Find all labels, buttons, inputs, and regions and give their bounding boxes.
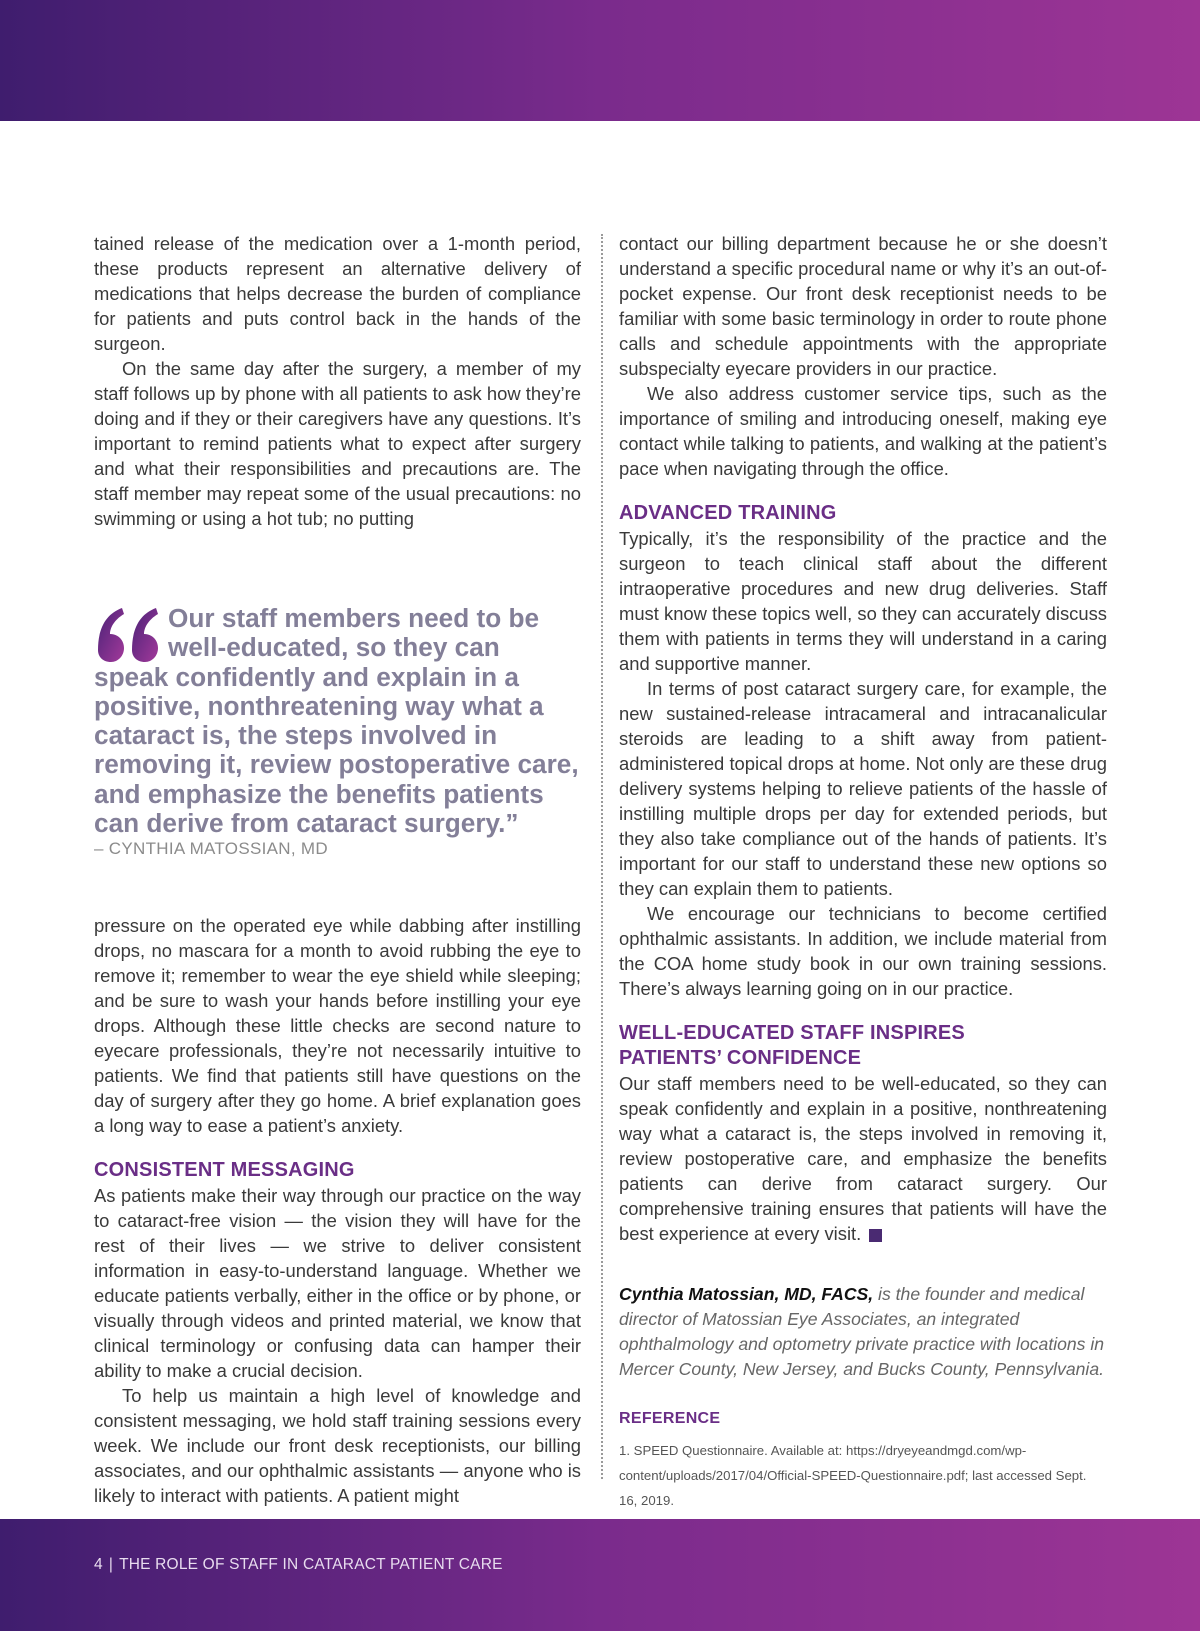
paragraph: We encourage our technicians to become certified ophthalmic assistants. In addition, we include material from the COA home study book in our own training sessions. There’s always learning going on in our practice. [619,903,1107,999]
paragraph [619,1071,1107,1246]
author-name: Cynthia Matossian, MD, FACS, [619,1284,874,1304]
section-heading-well-educated-staff [619,1021,1107,1071]
paragraph: contact our billing department because he or she doesn’t understand a specific procedural name or why it’s an out-of-pocket expense. Our front desk receptionist needs to be familiar with some basic terminology in order to route phone calls and schedule appointments with the appropriate subspecialty eyecare providers in our practice. [619,233,1107,379]
pull-quote-attribution: – CYNTHIA MATOSSIAN, MD [94,839,328,859]
quote-mark-icon [94,606,162,662]
paragraph: To help us maintain a high level of knowledge and consistent messaging, we hold staff training sessions every week. We include our front desk receptionists, our billing associates, and our ophthalmic assistants — anyone who is likely to interact with patients. A patient might [94,1385,581,1507]
end-mark-icon [869,1229,882,1242]
paragraph: On the same day after the surgery, a member of my staff follows up by phone with all patients to ask how they’re doing and if they or their caregivers have any questions. It’s important to remind patients what to expect after surgery and what their responsibilities and precautions are. The staff member may repeat some of the usual precautions: no swimming or using a hot tub; no putting [94,358,581,529]
section-heading-advanced-training: ADVANCED TRAINING [619,502,837,524]
right-column [619,231,1107,1513]
column-divider [601,234,603,1479]
pull-quote-text: Our staff members need to be well-educated, so they can speak confidently and explain in a positive, nonthreatening way what a cataract is, the steps involved in removing it, review postoperative care, and emphasize the benefits patients can derive from cataract surgery.” [94,603,579,839]
paragraph: Typically, it’s the responsibility of the practice and the surgeon to teach clinical staff about the different intraoperative procedures and new drug deliveries. Staff must know these topics well, so they can accurately discuss them with patients in terms they will understand in a caring and supportive manner. [619,528,1107,674]
paragraph: We also address customer service tips, such as the importance of smiling and introducing oneself, making eye contact while talking to patients, and walking at the patient’s pace when navigating through the office. [619,383,1107,479]
pull-quote [94,604,581,860]
page-number: 4 [94,1556,103,1573]
reference-item: 1. SPEED Questionnaire. Available at: https://dryeyeandmgd.com/wp-content/uploads/2017/04/Official-SPEED-Questionnaire.pdf; last accessed Sept. 16, 2019. [619,1443,1087,1508]
author-bio [619,1282,1107,1382]
paragraph: As patients make their way through our practice on the way to cataract-free vision — the vision they will have for the rest of their lives — we strive to deliver consistent information in easy-to-understand language. Whether we educate patients verbally, either in the office or by phone, or visually through videos and printed material, we know that clinical terminology or confusing data can hamper their ability to make a crucial decision. [94,1185,581,1382]
author-bio-text: is the founder and medical director of Matossian Eye Associates, an integrated ophthalmology and optometry private practice with locations in Mercer County, New Jersey, and Bucks County, Pennsylvania. [619,1284,1105,1379]
paragraph-text: Our staff members need to be well-educated, so they can speak confidently and explain in a positive, nonthreatening way what a cataract is, the steps involved in removing it, review postoperative care, and emphasize the benefits patients can derive from cataract surgery. Our comprehensive training ensures that patients will have the best experience at every visit. [619,1073,1107,1244]
reference-heading: REFERENCE [619,1410,721,1427]
left-column [94,231,581,1508]
paragraph: In terms of post cataract surgery care, for example, the new sustained-release intracameral and intracanalicular steroids are leading to a shift away from patient-administered topical drops at home. Not only are these drug delivery systems helping to relieve patients of the hassle of instilling multiple drops per day for extended periods, but they also take compliance out of the hands of patients. It’s important for our staff to understand these new options so they can explain them to patients. [619,678,1107,899]
heading-line: WELL-EDUCATED STAFF INSPIRES [619,1022,965,1044]
footer [94,1556,503,1574]
footer-separator: | [108,1556,114,1573]
heading-line: PATIENTS’ CONFIDENCE [619,1047,862,1069]
footer-band [0,1519,1200,1631]
running-title: THE ROLE OF STAFF IN CATARACT PATIENT CARE [119,1556,503,1573]
section-heading-consistent-messaging: CONSISTENT MESSAGING [94,1159,355,1182]
paragraph: pressure on the operated eye while dabbing after instilling drops, no mascara for a month to avoid rubbing the eye to remove it; remember to wear the eye shield while sleeping; and be sure to wash your hands before instilling your eye drops. Although these little checks are second nature to eyecare professionals, they’re not necessarily intuitive to patients. We find that patients still have questions on the day of surgery after they go home. A brief explanation goes a long way to ease a patient’s anxiety. [94,915,581,1137]
header-band [0,0,1200,121]
paragraph: tained release of the medication over a 1-month period, these products represent an alternative delivery of medications that helps decrease the burden of compliance for patients and puts control back in the hands of the surgeon. [94,233,581,354]
